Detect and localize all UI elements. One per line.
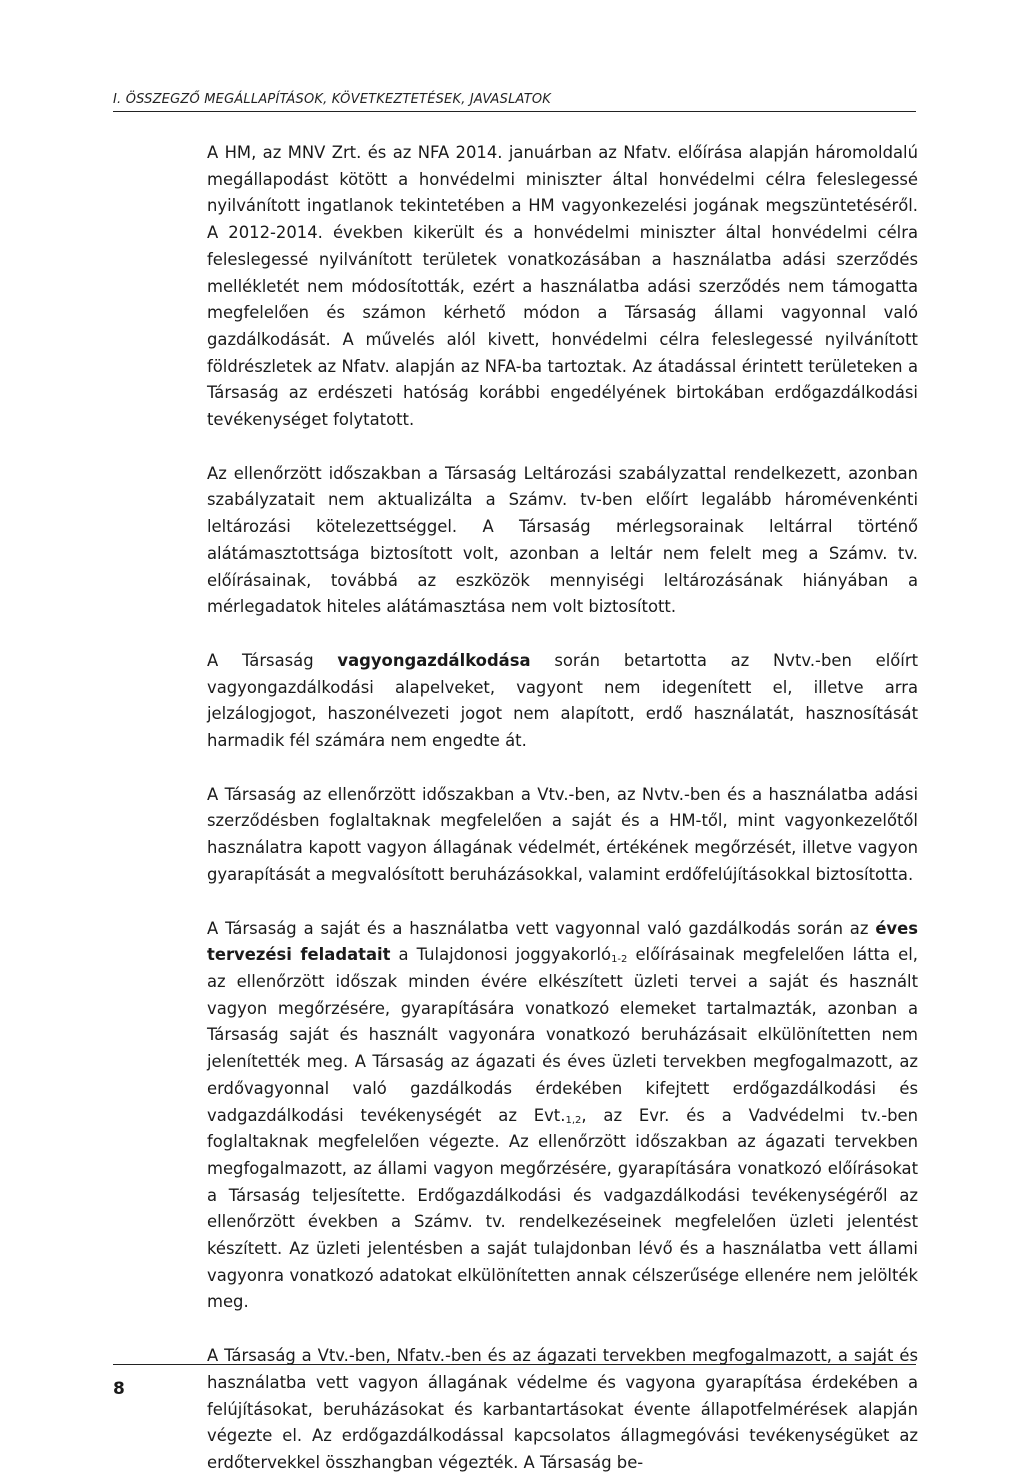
text-run: során betartotta az Nvtv.-ben előírt vagyongazdálkodási alapelveket, vagyont nem idegenített el, illetve arra jelzálogjogot, haszonélvezeti jogot nem alapított, erdő használatát, hasznosítását harmadik fél számára nem engedte át. [207,650,918,751]
page-number: 8 [113,1379,125,1399]
bold-term: vagyongazdálkodása [337,650,531,670]
subscript: 1,2 [565,1114,582,1126]
paragraph-asset-management [207,648,918,755]
text-run: , az Evr. és a Vadvédelmi tv.-ben foglaltaknak megfelelően végezte. Az ellenőrzött időszakban az ágazati tervekben megfogalmazott, az állami vagyon megőrzésére, gyarapítására vonatkozó előírásokat a Társaság teljesítette. Erdőgazdálkodási és vadgazdálkodási tevékenységéről az ellenőrzött években a Számv. tv. rendelkezéseinek megfelelően üzleti jelentést készített. Az üzleti jelentésben a saját tulajdonban lévő és a használatba vett állami vagyonra vonatkozó adatokat elkülönítetten annak célszerűsége ellenére nem jelölték meg. [207,1105,919,1312]
paragraph-inventory: Az ellenőrzött időszakban a Társaság Leltározási szabályzattal rendelkezett, azonban szabályzatait nem aktualizálta a Számv. tv-ben előírt legalább háromévenkénti leltározási kötelezettséggel. A Társaság mérlegsorainak leltárral történő alátámasztottsága biztosított volt, azonban a leltár nem felelt meg a Számv. tv. előírásainak, továbbá az eszközök mennyiségi leltározásának hiányában a mérlegadatok hiteles alátámasztása nem volt biztosított. [207,463,918,617]
paragraph-land-transfer: A HM, az MNV Zrt. és az NFA 2014. januárban az Nfatv. előírása alapján háromoldalú megállapodást kötött a honvédelmi miniszter által honvédelmi célra feleslegessé nyilvánított ingatlanok tekintetében a HM vagyonkezelési jogának megszüntetéséről. A 2012-2014. években kikerült és a honvédelmi miniszter által honvédelmi célra feleslegessé nyilvánított területek vonatkozásában a használatba adási szerződés mellékletét nem módosították, ezért a használatba adási szerződés nem támogatta megfelelően és számon kérhető módon a Társaság állami vagyonnal való gazdálkodását. A művelés alól kivett, honvédelmi célra feleslegessé nyilvánított földrészletek az Nfatv. alapján az NFA-ba tartoztak. Az átadással érintett területeken a Társaság az erdészeti hatóság korábbi engedélyének birtokában erdőgazdálkodási tevékenységet folytatott. [207,143,918,430]
text-run: előírásainak megfelelően látta el, az ellenőrzött időszak minden évére elkészített üzleti tervei a saját és használt vagyon megőrzésére, gyarapítására vonatkozó elemeket tartalmazták, azonban a Társaság saját és használt vagyonára vonatkozó beruházásait elkülönítetten nem jelenítették meg. A Társaság az ágazati és éves üzleti tervekben megfogalmazott, az erdővagyonnal való gazdálkodás érdekében kifejtett erdőgazdálkodási és vadgazdálkodási tevékenységét az Evt. [207,945,918,1125]
text-run: a Tulajdonosi joggyakorló [390,945,612,965]
body-text [207,140,918,1477]
footer-rule [113,1364,916,1365]
running-header: I. ÖSSZEGZŐ MEGÁLLAPÍTÁSOK, KÖVETKEZTETÉSEK, JAVASLATOK [113,92,916,112]
subscript: 1-2 [611,954,628,966]
text-run: A Társaság a saját és a használatba vett vagyonnal való gazdálkodás során az [207,918,876,938]
bold-term: éves tervezési feladatait [207,918,918,965]
text-run: A Társaság [207,650,338,670]
paragraph-annual-planning [207,916,918,1317]
paragraph-maintenance: A Társaság a Vtv.-ben, Nfatv.-ben és az ágazati tervekben megfogalmazott, a saját és használatba vett vagyon állagának védelme és vagyona gyarapítása érdekében a felújításokat, beruházásokat és karbantartásokat évente állapotfelmérések alapján végezte el. Az erdőgazdálkodással kapcsolatos állagmegóvási tevékenységüket az erdőtervekkel összhangban végezték. A Társaság be- [207,1346,918,1472]
paragraph-asset-protection: A Társaság az ellenőrzött időszakban a Vtv.-ben, az Nvtv.-ben és a használatba adási szerződésben foglaltaknak megfelelően a saját és a HM-től, mint vagyonkezelőtől használatra kapott vagyon állagának védelmét, értékének megőrzését, illetve vagyon gyarapítását a megvalósított beruházásokkal, valamint erdőfelújításokkal biztosította. [207,784,918,884]
